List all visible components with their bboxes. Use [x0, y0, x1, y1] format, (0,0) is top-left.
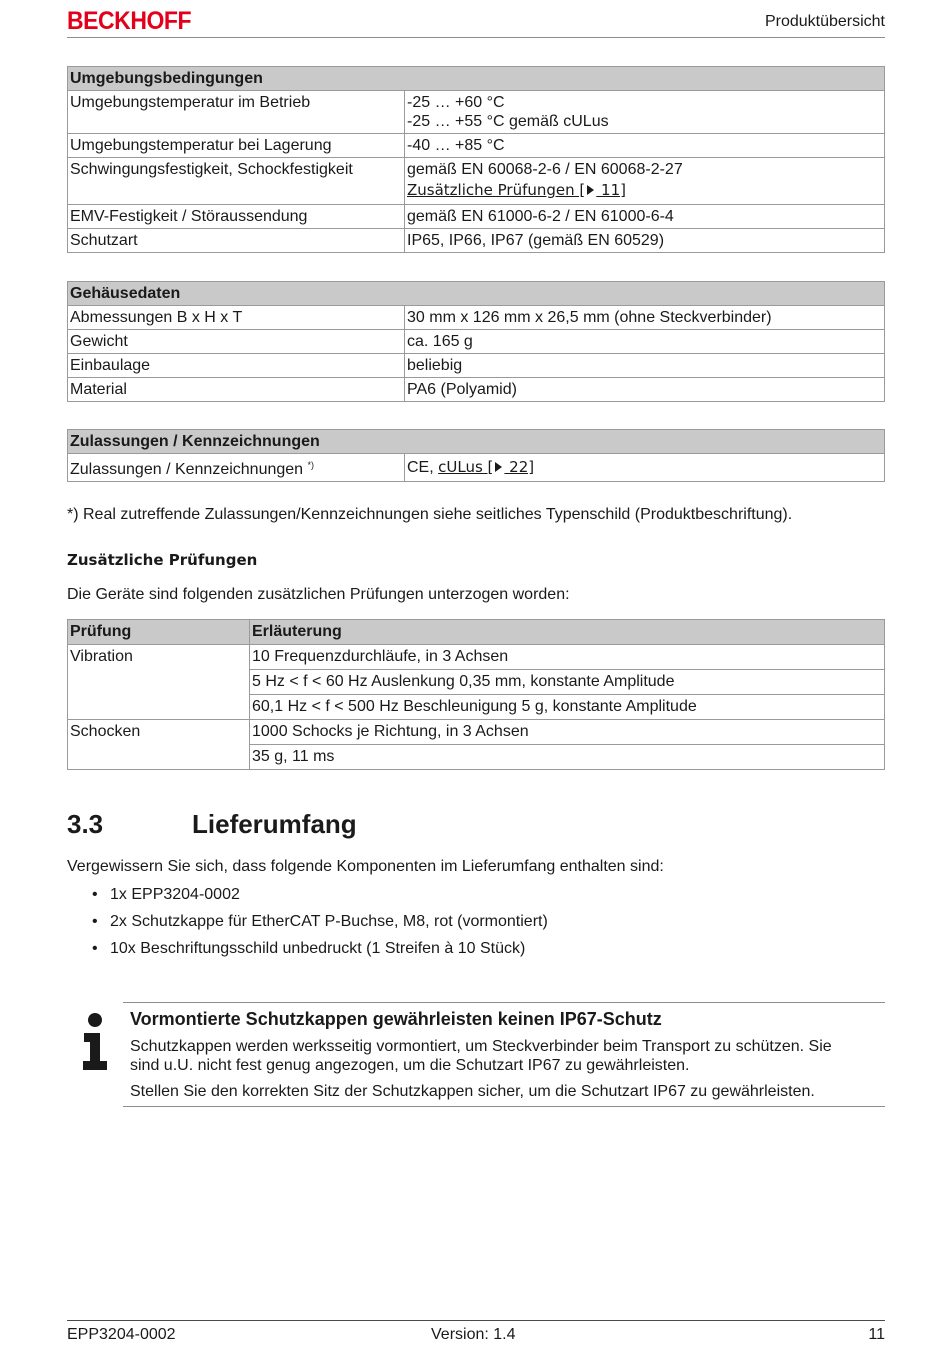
header-section-title: Produktübersicht — [764, 13, 885, 30]
test-detail: 1000 Schocks je Richtung, in 3 Achsen — [250, 720, 885, 745]
table-row — [68, 330, 885, 354]
row-value: 30 mm x 126 mm x 26,5 mm (ohne Steckverbinder) — [405, 306, 885, 330]
row-value: beliebig — [405, 354, 885, 378]
test-detail: 60,1 Hz < f < 500 Hz Beschleunigung 5 g, konstante Amplitude — [250, 695, 885, 720]
table-row — [68, 695, 885, 720]
column-header: Erläuterung — [250, 620, 885, 645]
section-number: 3.3 — [67, 809, 104, 839]
label-text: Zulassungen / Kennzeichnungen — [70, 461, 308, 478]
row-value: ca. 165 g — [405, 330, 885, 354]
empty-cell — [68, 670, 250, 695]
row-label: Material — [68, 378, 405, 402]
table-row — [68, 354, 885, 378]
list-item: • 2x Schutzkappe für EtherCAT P-Buchse, M8, rot (vormontiert) — [92, 912, 548, 939]
row-label: Schutzart — [68, 229, 405, 253]
table-row — [68, 158, 885, 205]
link-page[interactable]: 22] — [504, 458, 535, 476]
beckhoff-logo: BECKHOFF — [67, 7, 192, 35]
subheading-additional-tests: Zusätzliche Prüfungen — [67, 551, 258, 569]
info-icon — [82, 1013, 108, 1071]
row-value: PA6 (Polyamid) — [405, 378, 885, 402]
table-row — [68, 454, 885, 482]
housing-table — [67, 281, 885, 402]
row-label: Einbaulage — [68, 354, 405, 378]
footer-product: EPP3204-0002 — [67, 1326, 176, 1343]
note-text: Stellen Sie den korrekten Sitz der Schutzkappen sicher, um die Schutzart IP67 zu gewährleisten. — [130, 1083, 815, 1100]
test-detail: 5 Hz < f < 60 Hz Auslenkung 0,35 mm, konstante Amplitude — [250, 670, 885, 695]
row-label: Gewicht — [68, 330, 405, 354]
table-row — [68, 205, 885, 229]
list-item: • 1x EPP3204-0002 — [92, 885, 548, 912]
value-prefix: CE, — [407, 459, 439, 476]
arrow-right-icon — [495, 462, 502, 472]
note-title: Vormontierte Schutzkappen gewährleisten keinen IP67-Schutz — [130, 1009, 662, 1029]
tests-table — [67, 619, 885, 770]
row-value: -40 … +85 °C — [405, 134, 885, 158]
row-label: Abmessungen B x H x T — [68, 306, 405, 330]
empty-cell — [68, 695, 250, 720]
tests-intro: Die Geräte sind folgenden zusätzlichen Prüfungen unterzogen worden: — [67, 586, 570, 603]
cross-reference-link[interactable] — [407, 179, 882, 202]
note-line: sind u.U. nicht fest genug angezogen, um die Schutzart IP67 zu gewährleisten. — [130, 1057, 690, 1074]
section-intro: Vergewissern Sie sich, dass folgende Komponenten im Lieferumfang enthalten sind: — [67, 858, 664, 875]
value-line: -25 … +60 °C — [407, 94, 505, 111]
table-row — [68, 134, 885, 158]
table-row — [68, 91, 885, 134]
value-line: -25 … +55 °C gemäß cULus — [407, 113, 609, 130]
link-text[interactable]: Zusätzliche Prüfungen [ — [407, 181, 586, 199]
header-divider — [67, 37, 885, 38]
row-label: Umgebungstemperatur im Betrieb — [68, 91, 405, 134]
footer-divider — [67, 1320, 885, 1321]
footer-version: Version: 1.4 — [431, 1326, 516, 1343]
note-divider-top — [123, 1002, 885, 1003]
page-number: 11 — [868, 1326, 885, 1343]
test-name: Schocken — [68, 720, 250, 745]
table-row — [68, 306, 885, 330]
table-row — [68, 745, 885, 770]
list-item: • 10x Beschriftungsschild unbedruckt (1 Streifen à 10 Stück) — [92, 939, 548, 966]
footnote-marker: *) — [307, 460, 315, 470]
row-value — [405, 158, 885, 205]
footnote: *) Real zutreffende Zulassungen/Kennzeichnungen siehe seitliches Typenschild (Produktbeschriftung). — [67, 506, 793, 523]
row-label: Schwingungsfestigkeit, Schockfestigkeit — [68, 158, 405, 205]
note-text — [130, 1037, 885, 1075]
column-header: Prüfung — [68, 620, 250, 645]
test-detail: 35 g, 11 ms — [250, 745, 885, 770]
environment-table — [67, 66, 885, 253]
row-value — [405, 454, 885, 482]
section-title: Lieferumfang — [192, 809, 357, 839]
approvals-table — [67, 429, 885, 482]
note-line: Schutzkappen werden werksseitig vormontiert, um Steckverbinder beim Transport zu schützen. Sie — [130, 1038, 832, 1055]
value-line: gemäß EN 60068-2-6 / EN 60068-2-27 — [407, 161, 683, 178]
table-heading: Umgebungsbedingungen — [68, 67, 885, 91]
empty-cell — [68, 745, 250, 770]
table-row — [68, 670, 885, 695]
table-row — [68, 645, 885, 670]
table-heading: Zulassungen / Kennzeichnungen — [68, 430, 885, 454]
note-divider-bottom — [123, 1106, 885, 1107]
row-label: EMV-Festigkeit / Störaussendung — [68, 205, 405, 229]
table-row — [68, 720, 885, 745]
row-value: IP65, IP66, IP67 (gemäß EN 60529) — [405, 229, 885, 253]
row-value — [405, 91, 885, 134]
row-value: gemäß EN 61000-6-2 / EN 61000-6-4 — [405, 205, 885, 229]
table-heading: Gehäusedaten — [68, 282, 885, 306]
culus-link[interactable]: cULus [ — [438, 458, 494, 476]
test-detail: 10 Frequenzdurchläufe, in 3 Achsen — [250, 645, 885, 670]
row-label: Umgebungstemperatur bei Lagerung — [68, 134, 405, 158]
test-name: Vibration — [68, 645, 250, 670]
link-page[interactable]: 11] — [596, 181, 626, 199]
table-row — [68, 378, 885, 402]
table-row — [68, 229, 885, 253]
delivery-list — [92, 885, 548, 966]
row-label — [68, 454, 405, 482]
arrow-right-icon — [587, 185, 594, 195]
